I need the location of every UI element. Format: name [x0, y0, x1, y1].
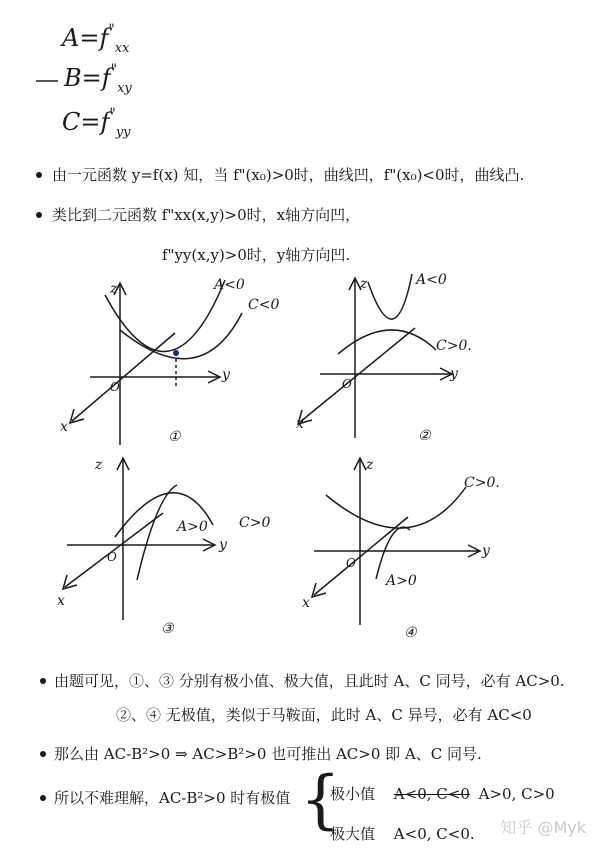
- formula-a: [62, 22, 129, 56]
- conclusion-line3: 那么由 AC-B²>0 ⇒ AC>B²>0 也可推出 AC>0 即 A、C 同号.: [54, 745, 482, 763]
- origin-label: O: [346, 556, 356, 570]
- graph-2: [296, 270, 500, 450]
- min-row: [330, 783, 555, 804]
- watermark: 知乎 @Myk: [500, 818, 586, 837]
- formula-b-lhs: B=f: [64, 64, 111, 92]
- conclusion-line4: 所以不难理解，AC-B²>0 时有极值: [54, 789, 291, 807]
- bullet-dot: [36, 172, 42, 178]
- formula-c: [62, 106, 131, 140]
- formula-c-lhs: C=f: [62, 108, 110, 136]
- max-value: A<0, C<0.: [393, 825, 475, 843]
- axis-x-label: x: [302, 595, 310, 611]
- axis-y-label: y: [450, 366, 458, 382]
- origin-label: O: [342, 377, 352, 391]
- axis-y-label: y: [219, 537, 227, 553]
- bullet-dot: [36, 212, 42, 218]
- graph-4: [300, 455, 520, 645]
- min-point: [173, 350, 179, 356]
- graph-2-number: ②: [418, 428, 431, 444]
- axis-x-label: x: [296, 416, 304, 432]
- curve-c: [326, 487, 466, 528]
- axis-y-label: y: [482, 543, 490, 559]
- formula-a-lhs: A=f: [62, 24, 109, 52]
- formula-b-sub: xy: [117, 81, 132, 96]
- axis-x-label: x: [57, 593, 65, 609]
- axis-z-label: z: [366, 457, 374, 473]
- bullet-dot: [40, 751, 46, 757]
- formula-b-sup: ": [110, 62, 118, 78]
- note-two-var-line1: 类比到二元函数 f"xx(x,y)>0时，x轴方向凹，: [52, 206, 361, 224]
- max-label: 极大值: [330, 825, 376, 843]
- min-label: 极小值: [330, 785, 376, 803]
- curve-a: [376, 527, 410, 579]
- graph-4-label-a: A>0: [386, 573, 417, 589]
- formula-b: [64, 62, 132, 96]
- graph-4-label-c: C>0.: [464, 475, 500, 491]
- graph-3-label-a: A>0: [177, 519, 208, 535]
- max-row: [330, 823, 475, 844]
- note-two-var-line2: f"yy(x,y)>0时，y轴方向凹.: [162, 246, 351, 264]
- formula-c-sub: yy: [115, 125, 131, 140]
- x-axis: [300, 328, 415, 422]
- graph-1-number: ①: [168, 429, 181, 445]
- note-one-var: 由一元函数 y=f(x) 知，当 f"(x₀)>0时，曲线凹，f"(x₀)<0时，曲线凸.: [52, 166, 525, 184]
- graph-3-label-c: C>0: [239, 515, 271, 531]
- graph-2-label-c: C>0.: [436, 338, 472, 354]
- graph-2-label-a: A<0: [416, 272, 447, 288]
- curve-c: [120, 313, 242, 359]
- graph-4-number: ④: [404, 625, 417, 641]
- conclusion-line1: 由题可见，①、③ 分别有极小值、极大值，且此时 A、C 同号，必有 AC>0.: [54, 672, 565, 690]
- graph-3-number: ③: [161, 621, 174, 637]
- axis-z-label: z: [95, 457, 103, 473]
- brace: {: [300, 763, 341, 837]
- formula-c-sup: ": [109, 106, 116, 122]
- curve-a: [368, 274, 412, 319]
- curve-a: [137, 485, 177, 580]
- axis-z-label: z: [360, 276, 368, 292]
- scribble-mark: [36, 80, 58, 82]
- graph-1-label-c: C<0: [248, 297, 280, 313]
- conclusion-line2: ②、④ 无极值，类似于马鞍面，此时 A、C 异号，必有 AC<0: [116, 706, 532, 724]
- bullet-dot: [40, 678, 46, 684]
- formula-a-sup: ": [108, 22, 115, 38]
- graph-3: [55, 455, 275, 635]
- origin-label: O: [107, 550, 117, 564]
- graph-1: [50, 275, 280, 455]
- graph-1-label-a: A<0: [214, 277, 245, 293]
- formula-a-sub: xx: [114, 41, 130, 56]
- origin-label: O: [110, 380, 120, 394]
- axis-x-label: x: [60, 419, 68, 435]
- axis-y-label: y: [222, 367, 230, 383]
- bullet-dot: [40, 795, 46, 801]
- min-value: A>0, C>0: [478, 785, 555, 803]
- axis-z-label: z: [110, 281, 118, 297]
- min-struck: A<0, C<0: [393, 785, 470, 803]
